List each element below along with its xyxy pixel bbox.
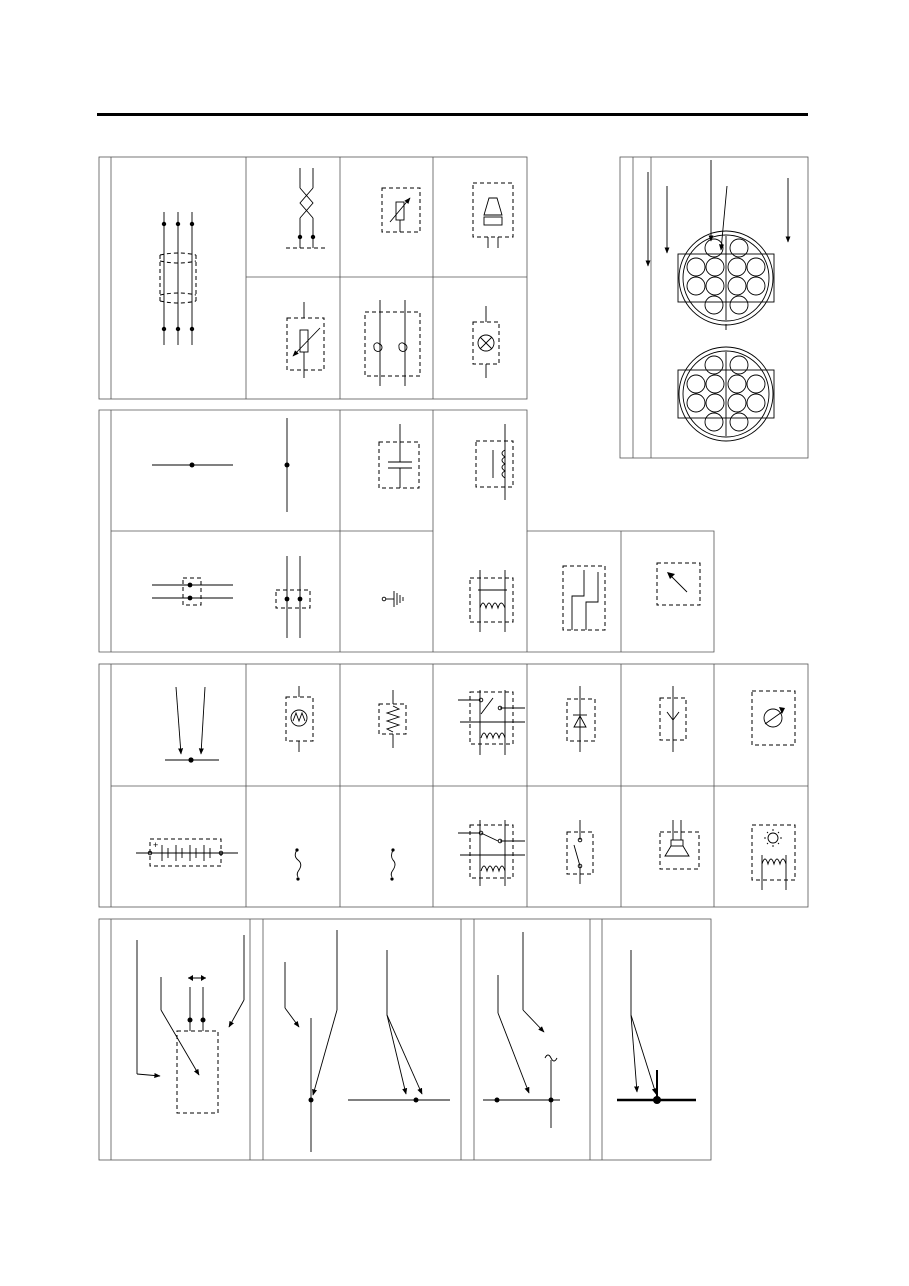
component-callout-symbol <box>137 935 244 1113</box>
block-4-frame <box>99 919 711 1160</box>
diode-symbol <box>567 686 595 752</box>
battery-plus-label: + <box>153 840 159 850</box>
splice-horizontal-symbol <box>152 463 233 468</box>
fuse-symbol <box>390 848 395 880</box>
ground-symbol <box>382 591 403 607</box>
plate-capacitor-symbol <box>563 566 605 630</box>
fusible-link-symbol <box>295 848 301 880</box>
speaker-symbol <box>660 820 699 869</box>
double-splice-horizontal-symbol <box>152 578 233 605</box>
splice-pointer-symbol <box>165 687 219 763</box>
switch-symbol <box>567 820 593 884</box>
variable-resistor-symbol <box>382 188 420 232</box>
inductor-symbol <box>470 570 513 632</box>
connector-pointer-arrows <box>648 160 788 266</box>
solenoid-heater-symbol <box>752 825 795 890</box>
connector-face-lower <box>678 347 774 441</box>
splice-callout-symbol <box>285 930 450 1152</box>
connector-face-upper <box>678 231 774 330</box>
gauge-symbol <box>657 563 700 605</box>
capacitor-symbol <box>379 424 419 488</box>
variable-sensor-symbol <box>287 302 324 378</box>
motor-winding-symbol <box>286 686 313 752</box>
horn-symbol <box>473 183 513 248</box>
block-2-frame <box>99 410 714 652</box>
splice-vertical-symbol <box>285 418 290 512</box>
twisted-pair-symbol <box>286 168 326 248</box>
resistor-symbol <box>379 690 406 748</box>
lamp-symbol <box>473 306 499 378</box>
relay-nc-symbol <box>458 820 525 886</box>
relay-symbol <box>458 690 525 755</box>
double-splice-vertical-symbol <box>276 556 310 638</box>
heater-coils-symbol <box>365 300 420 386</box>
shielded-wires-symbol <box>160 212 196 345</box>
terminal-callout-symbol <box>483 932 560 1128</box>
motor-symbol <box>752 691 795 745</box>
antenna-symbol <box>660 686 686 752</box>
battery-symbol <box>136 839 238 866</box>
block-1-frame <box>99 157 527 399</box>
block-3-frame <box>99 664 808 907</box>
coil-core-symbol <box>476 424 513 500</box>
ground-bar-callout-symbol <box>617 950 696 1104</box>
